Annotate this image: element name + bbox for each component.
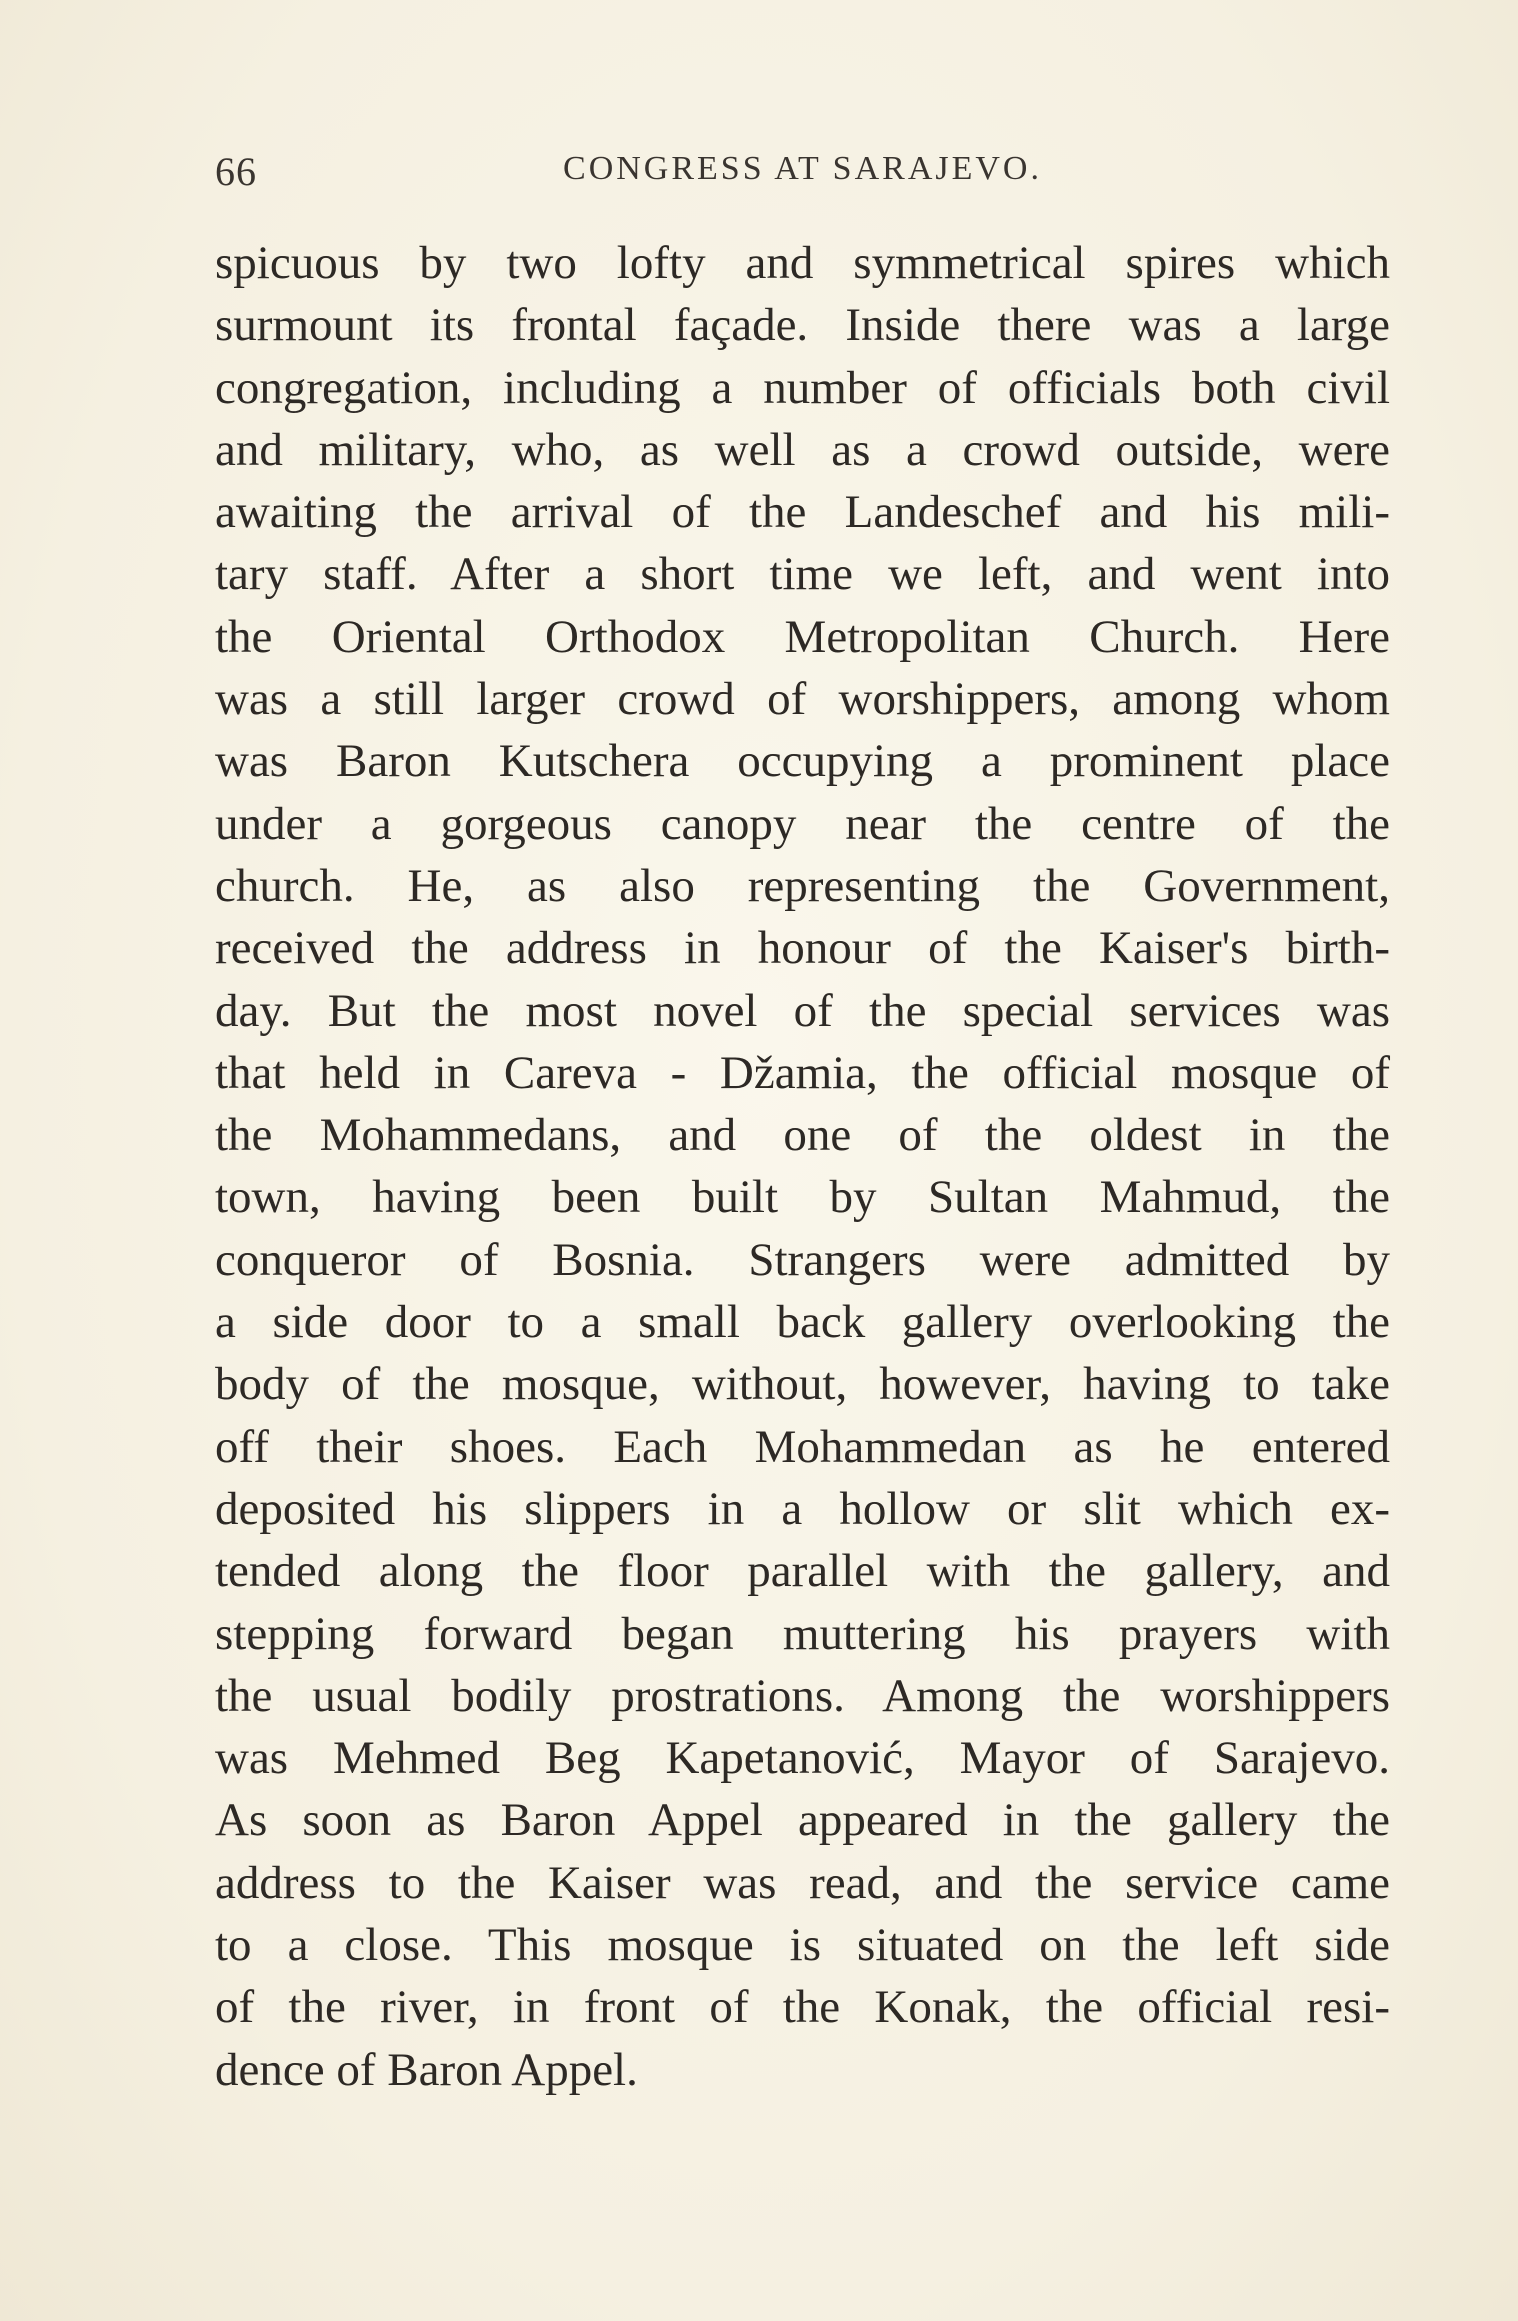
text-line: of the river, in front of the Konak, the official resi- — [215, 1981, 1390, 2034]
running-title: CONGRESS AT SARAJEVO. — [563, 150, 1042, 187]
text-line: that held in Careva - Džamia, the official mosque of — [215, 1046, 1390, 1099]
text-line: body of the mosque, without, however, having to take — [215, 1358, 1390, 1411]
text-line: to a close. This mosque is situated on the left side — [215, 1919, 1390, 1972]
text-line: a side door to a small back gallery overlooking the — [215, 1296, 1390, 1349]
text-line: was a still larger crowd of worshippers, among whom — [215, 673, 1390, 726]
running-head — [215, 140, 1390, 200]
text-line: tended along the floor parallel with the gallery, and — [215, 1545, 1390, 1598]
text-line: off their shoes. Each Mohammedan as he entered — [215, 1420, 1390, 1473]
text-line: stepping forward began muttering his prayers with — [215, 1607, 1390, 1660]
text-line: the Mohammedans, and one of the oldest in the — [215, 1109, 1390, 1162]
text-line: As soon as Baron Appel appeared in the gallery the — [215, 1794, 1390, 1847]
text-line: was Baron Kutschera occupying a prominent place — [215, 735, 1390, 788]
text-line: the usual bodily prostrations. Among the worshippers — [215, 1669, 1390, 1722]
text-line: address to the Kaiser was read, and the service came — [215, 1856, 1390, 1909]
text-line: was Mehmed Beg Kapetanović, Mayor of Sarajevo. — [215, 1732, 1390, 1785]
text-line: surmount its frontal façade. Inside there was a large — [215, 299, 1390, 352]
text-line: spicuous by two lofty and symmetrical spires which — [215, 237, 1390, 289]
body-text — [215, 232, 1390, 2101]
text-line: congregation, including a number of officials both civil — [215, 361, 1390, 414]
text-line: the Oriental Orthodox Metropolitan Church. Here — [215, 610, 1390, 663]
text-line: tary staff. After a short time we left, and went into — [215, 548, 1390, 601]
text-line: deposited his slippers in a hollow or slit which ex- — [215, 1482, 1390, 1535]
text-line: day. But the most novel of the special services was — [215, 984, 1390, 1037]
text-line: awaiting the arrival of the Landeschef and his mili- — [215, 486, 1390, 539]
text-line-last: dence of Baron Appel. — [215, 2043, 638, 2096]
page-number: 66 — [215, 149, 257, 194]
text-line: conqueror of Bosnia. Strangers were admitted by — [215, 1233, 1390, 1286]
text-line: church. He, as also representing the Government, — [215, 859, 1390, 912]
text-line: received the address in honour of the Kaiser's birth- — [215, 922, 1390, 975]
text-line: and military, who, as well as a crowd outside, were — [215, 423, 1390, 476]
text-line: under a gorgeous canopy near the centre of the — [215, 797, 1390, 850]
text-line: town, having been built by Sultan Mahmud, the — [215, 1171, 1390, 1224]
